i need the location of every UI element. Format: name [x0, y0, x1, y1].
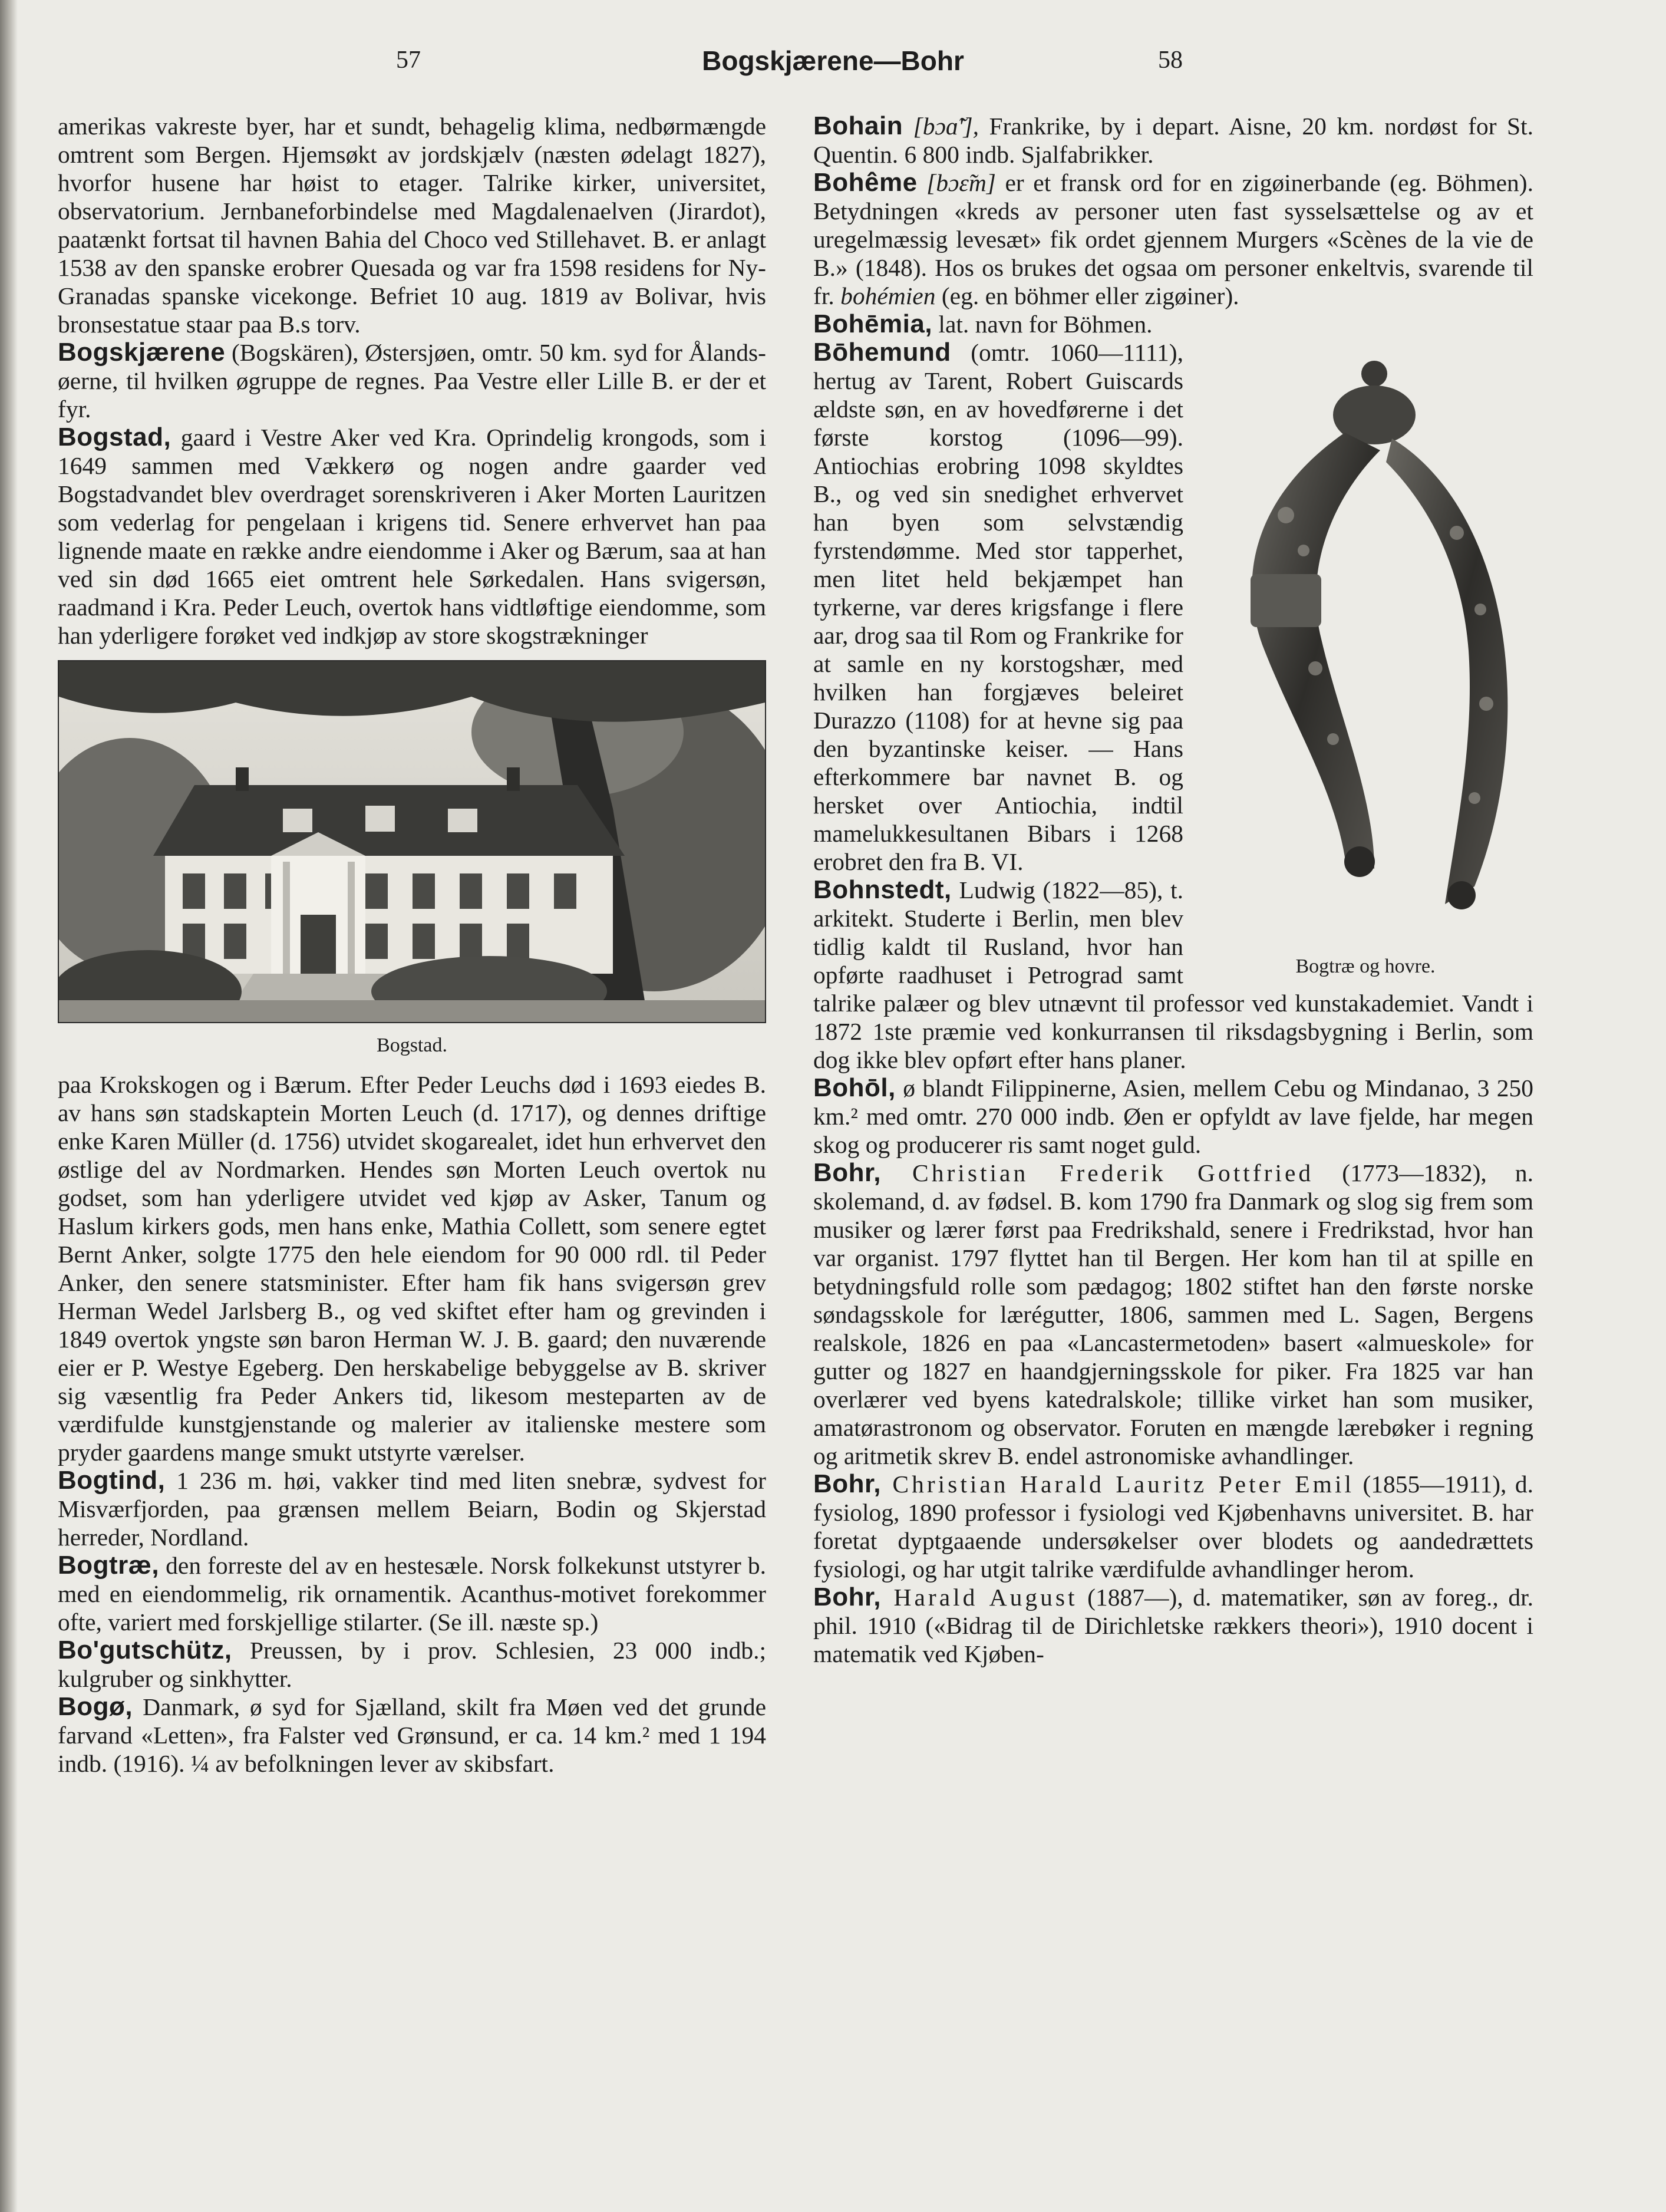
entry-bogskjaerene: Bogskjærene (Bogskären), Østersjøen, omtr. 50 km. syd for Ålands-øerne, til hvilken øgruppe de regnes. Paa Vestre eller Lille B. er der et fyr.	[58, 338, 766, 423]
page-number-right: 58	[1158, 47, 1183, 74]
entry-bohain: Bohain [bɔɑ̃'], Frankrike, by i depart. Aisne, 20 km. nordøst for St. Quentin. 6 800 indb. Sjalfabrikker.	[813, 111, 1533, 168]
page-number-left: 57	[396, 47, 421, 74]
entry-bogstad: Bogstad, gaard i Vestre Aker ved Kra. Oprindelig krongods, som i 1649 sammen med Vækkerø og nogen andre gaarder ved Bogstadvandet blev overdraget sorenskriveren i Aker Morten Lauritzen som vederlag for pengelaan i krigens tid. Senere erhvervet han paa lignende maate en række andre eiendomme i Aker og Bærum, saa at han ved sin død 1665 eiet omtrent hele Sørkedalen. Hans svigersøn, raadmand i Kra. Peder Leuch, overtok hans vidtløftige eiendomme, som han yderligere forøket ved indkjøp av store skogstrækninger	[58, 423, 766, 649]
page-header	[0, 46, 1666, 81]
entry-bohr-harald-august: Bohr, Harald August (1887—), d. matematiker, søn av foreg., dr. phil. 1910 («Bidrag til de Dirichletske rækkers theori»), 1910 docent i matematik ved Kjøben-	[813, 1583, 1533, 1667]
entry-boheme: Bohême [bɔɛ̃m] er et fransk ord for en zigøinerbande (eg. Böhmen). Betydningen «kreds av personer uten fast sysselsættelse og av et uregelmæssig levesæt» fik ordet gjennem Murgers «Scènes de la vie de B.» (1848). Hos os brukes det ogsaa om personer enkeltvis, svarende til fr. bohémien (eg. en böhmer eller zigøiner).	[813, 168, 1533, 309]
bogstad-photo	[58, 660, 766, 1023]
left-column	[58, 112, 766, 1778]
bogstad-figure	[58, 660, 766, 1060]
headword: Bogø,	[58, 1692, 133, 1721]
headword: Bōhemund	[813, 338, 951, 367]
right-column	[813, 112, 1533, 1668]
headword: Bo'gutschütz,	[58, 1636, 232, 1664]
figure-caption: Bogtræ og hovre.	[1295, 955, 1436, 977]
headword: Bohême	[813, 168, 918, 197]
book-binding-edge	[0, 0, 18, 2212]
entry-bogota-continuation: amerikas vakreste byer, har et sundt, behagelig klima, nedbørmængde omtrent som Bergen. Hjemsøkt av jordskjælv (næsten ødelagt 1827), hvorfor husene har høist to etager. Talrike kirker, universitet, observatorium. Jernbaneforbindelse med Magdalenaelven (Jirardot), paatænkt fortsat til havnen Bahia del Choco ved Stillehavet. B. er anlagt 1538 av den spanske erobrer Quesada og var fra 1598 residens for Ny-Granadas spanske vicekonge. Befriet 10 aug. 1819 av Bolivar, hvis bronsestatue staar paa B.s torv.	[58, 113, 766, 338]
headword: Bohr,	[813, 1469, 881, 1498]
bogtrae-hames-illustration	[1197, 338, 1533, 939]
running-title: Bogskjærene—Bohr	[702, 45, 964, 76]
entry-bogstad-continued: paa Krokskogen og i Bærum. Efter Peder Leuchs død i 1693 eiedes B. av hans søn stadskaptein Morten Leuch (d. 1717), og dennes driftige enke Karen Müller (d. 1756) utvidet skogarealet, idet hun erhvervet den østlige del av Nordmarken. Hendes søn Morten Leuch overtok nu godset, som han yderligere utvidet ved kjøp av Asker, Tanum og Haslum kirkers gods, men hans enke, Mathia Collett, som senere egtet Bernt Anker, solgte 1775 den hele eiendom for 90 000 rdl. til Peder Anker, den senere statsminister. Efter ham fik hans svigersøn grev Herman Wedel Jarlsberg B., og ved skiftet efter ham og grevinden i 1849 overtok yngste søn baron Herman W. J. B. gaard; den nuværende eier er P. Westye Egeberg. Den herskabelige bebyggelse av B. skriver sig væsentlig fra Peder Ankers tid, likesom mesteparten av de værdifulde kunstgjenstande og malerier av italienske mestere som pryder gaardens mange smukt utstyrte værelser.	[58, 1071, 766, 1466]
headword: Bogskjærene	[58, 338, 226, 367]
headword: Bohōl,	[813, 1073, 896, 1102]
headword: Bogstad,	[58, 423, 171, 451]
entry-bogtrae: Bogtræ, den forreste del av en hestesæle. Norsk folkekunst utstyrer b. med en eiendommelig, rik ornamentik. Acanthus-motivet forekommer ofte, variert med forskjellige stilarter. (Se ill. næste sp.)	[58, 1551, 766, 1636]
bogstad-house-illustration	[59, 661, 765, 1022]
entry-bohr-christian-frederik: Bohr, Christian Frederik Gottfried (1773—1832), n. skolemand, d. av fødsel. B. kom 1790 fra Danmark og slog sig frem som musiker og lærer først paa Fredrikshald, senere i Fredrikstad, hvor han var organist. 1797 flyttet han til Bergen. Her kom han til at spille en betydningsfuld rolle som pædagog; 1802 stiftet han den første norske søndagsskole for lærégutter, 1806, sammen med L. Sagen, Bergens realskole, 1826 en paa «Lancastermetoden» basert «almueskole» for gutter og 1827 en haandgjerningsskole for piker. Fra 1825 var han overlærer ved byens katedralskole; tillike virket han som musiker, amatørastronom og observator. Foruten en mængde lærebøker i regning og aritmetik skrev B. endel astronomiske avhandlinger.	[813, 1158, 1533, 1469]
entry-bohemia: Bohēmia, lat. navn for Böhmen.	[813, 309, 1153, 338]
bogtrae-figure	[1197, 338, 1533, 981]
figure-caption: Bogstad.	[377, 1034, 447, 1056]
headword: Bohain	[813, 111, 903, 140]
entry-bohemund: Bōhemund (omtr. 1060—1111), hertug av Tarent, Robert Guiscards ældste søn, en av hovedførerne i det første korstog (1096—99). Antiochias erobring 1098 skyldtes B., og ved sin snedighet erhvervet han byen som selvstændig fyrstendømme. Med stor tapperhet, men litet held bekjæmpet han tyrkerne, var deres krigsfange i flere aar, drog saa til Rom og Frankrike for at samle en ny korstogshær, med hvilken han forgjæves beleiret Durazzo (1108) for at hevne sig paa den byzantinske keiser. — Hans efterkommere bar navnet B. og hersket over Antiochia, indtil mamelukkesultanen Bibars i 1268 erobret den fra B. VI.	[813, 338, 1183, 875]
headword: Bogtræ,	[58, 1551, 160, 1580]
headword: Bohēmia,	[813, 309, 933, 338]
entry-bohnstedt: Bohnstedt, Ludwig (1822—85), t. arkitekt. Studerte i Berlin, men blev tidlig kaldt til Rusland, hvor han opførte raadhuset i Petrograd samt talrike palæer og blev utnævnt til professor ved kunstakademiet. Vandt i 1872 1ste præmie ved konkurransen til riksdagsbygning i Berlin, som dog ikke blev opført efter hans planer.	[813, 875, 1533, 1073]
headword: Bohr,	[813, 1158, 881, 1187]
headword: Bohr,	[813, 1583, 881, 1611]
entry-bogtind: Bogtind, 1 236 m. høi, vakker tind med liten snebræ, sydvest for Misværfjorden, paa grænsen mellem Beiarn, Bodin og Skjerstad herreder, Nordland.	[58, 1466, 766, 1551]
entry-bohr-christian-harald: Bohr, Christian Harald Lauritz Peter Emil (1855—1911), d. fysiolog, 1890 professor i fysiologi ved Kjøbenhavns universitet. B. har foretat dyptgaaende undersøkelser over blodets og aandedrættets fysiologi, og har utgit talrike værdifulde avhandlinger herom.	[813, 1469, 1533, 1583]
headword: Bogtind,	[58, 1466, 166, 1495]
headword: Bohnstedt,	[813, 875, 952, 904]
entry-bogo: Bogø, Danmark, ø syd for Sjælland, skilt fra Møen ved det grunde farvand «Letten», fra Falster ved Grønsund, er ca. 14 km.² med 1 194 indb. (1916). ¼ av befolkningen lever av skibsfart.	[58, 1692, 766, 1777]
entry-bohol: Bohōl, ø blandt Filippinerne, Asien, mellem Cebu og Mindanao, 3 250 km.² med omtr. 270 000 indb. Øen er opfyldt av lave fjelde, har megen skog og producerer ris samt noget guld.	[813, 1073, 1533, 1158]
entry-bogutschutz: Bo'gutschütz, Preussen, by i prov. Schlesien, 23 000 indb.; kulgruber og sinkhytter.	[58, 1636, 766, 1692]
